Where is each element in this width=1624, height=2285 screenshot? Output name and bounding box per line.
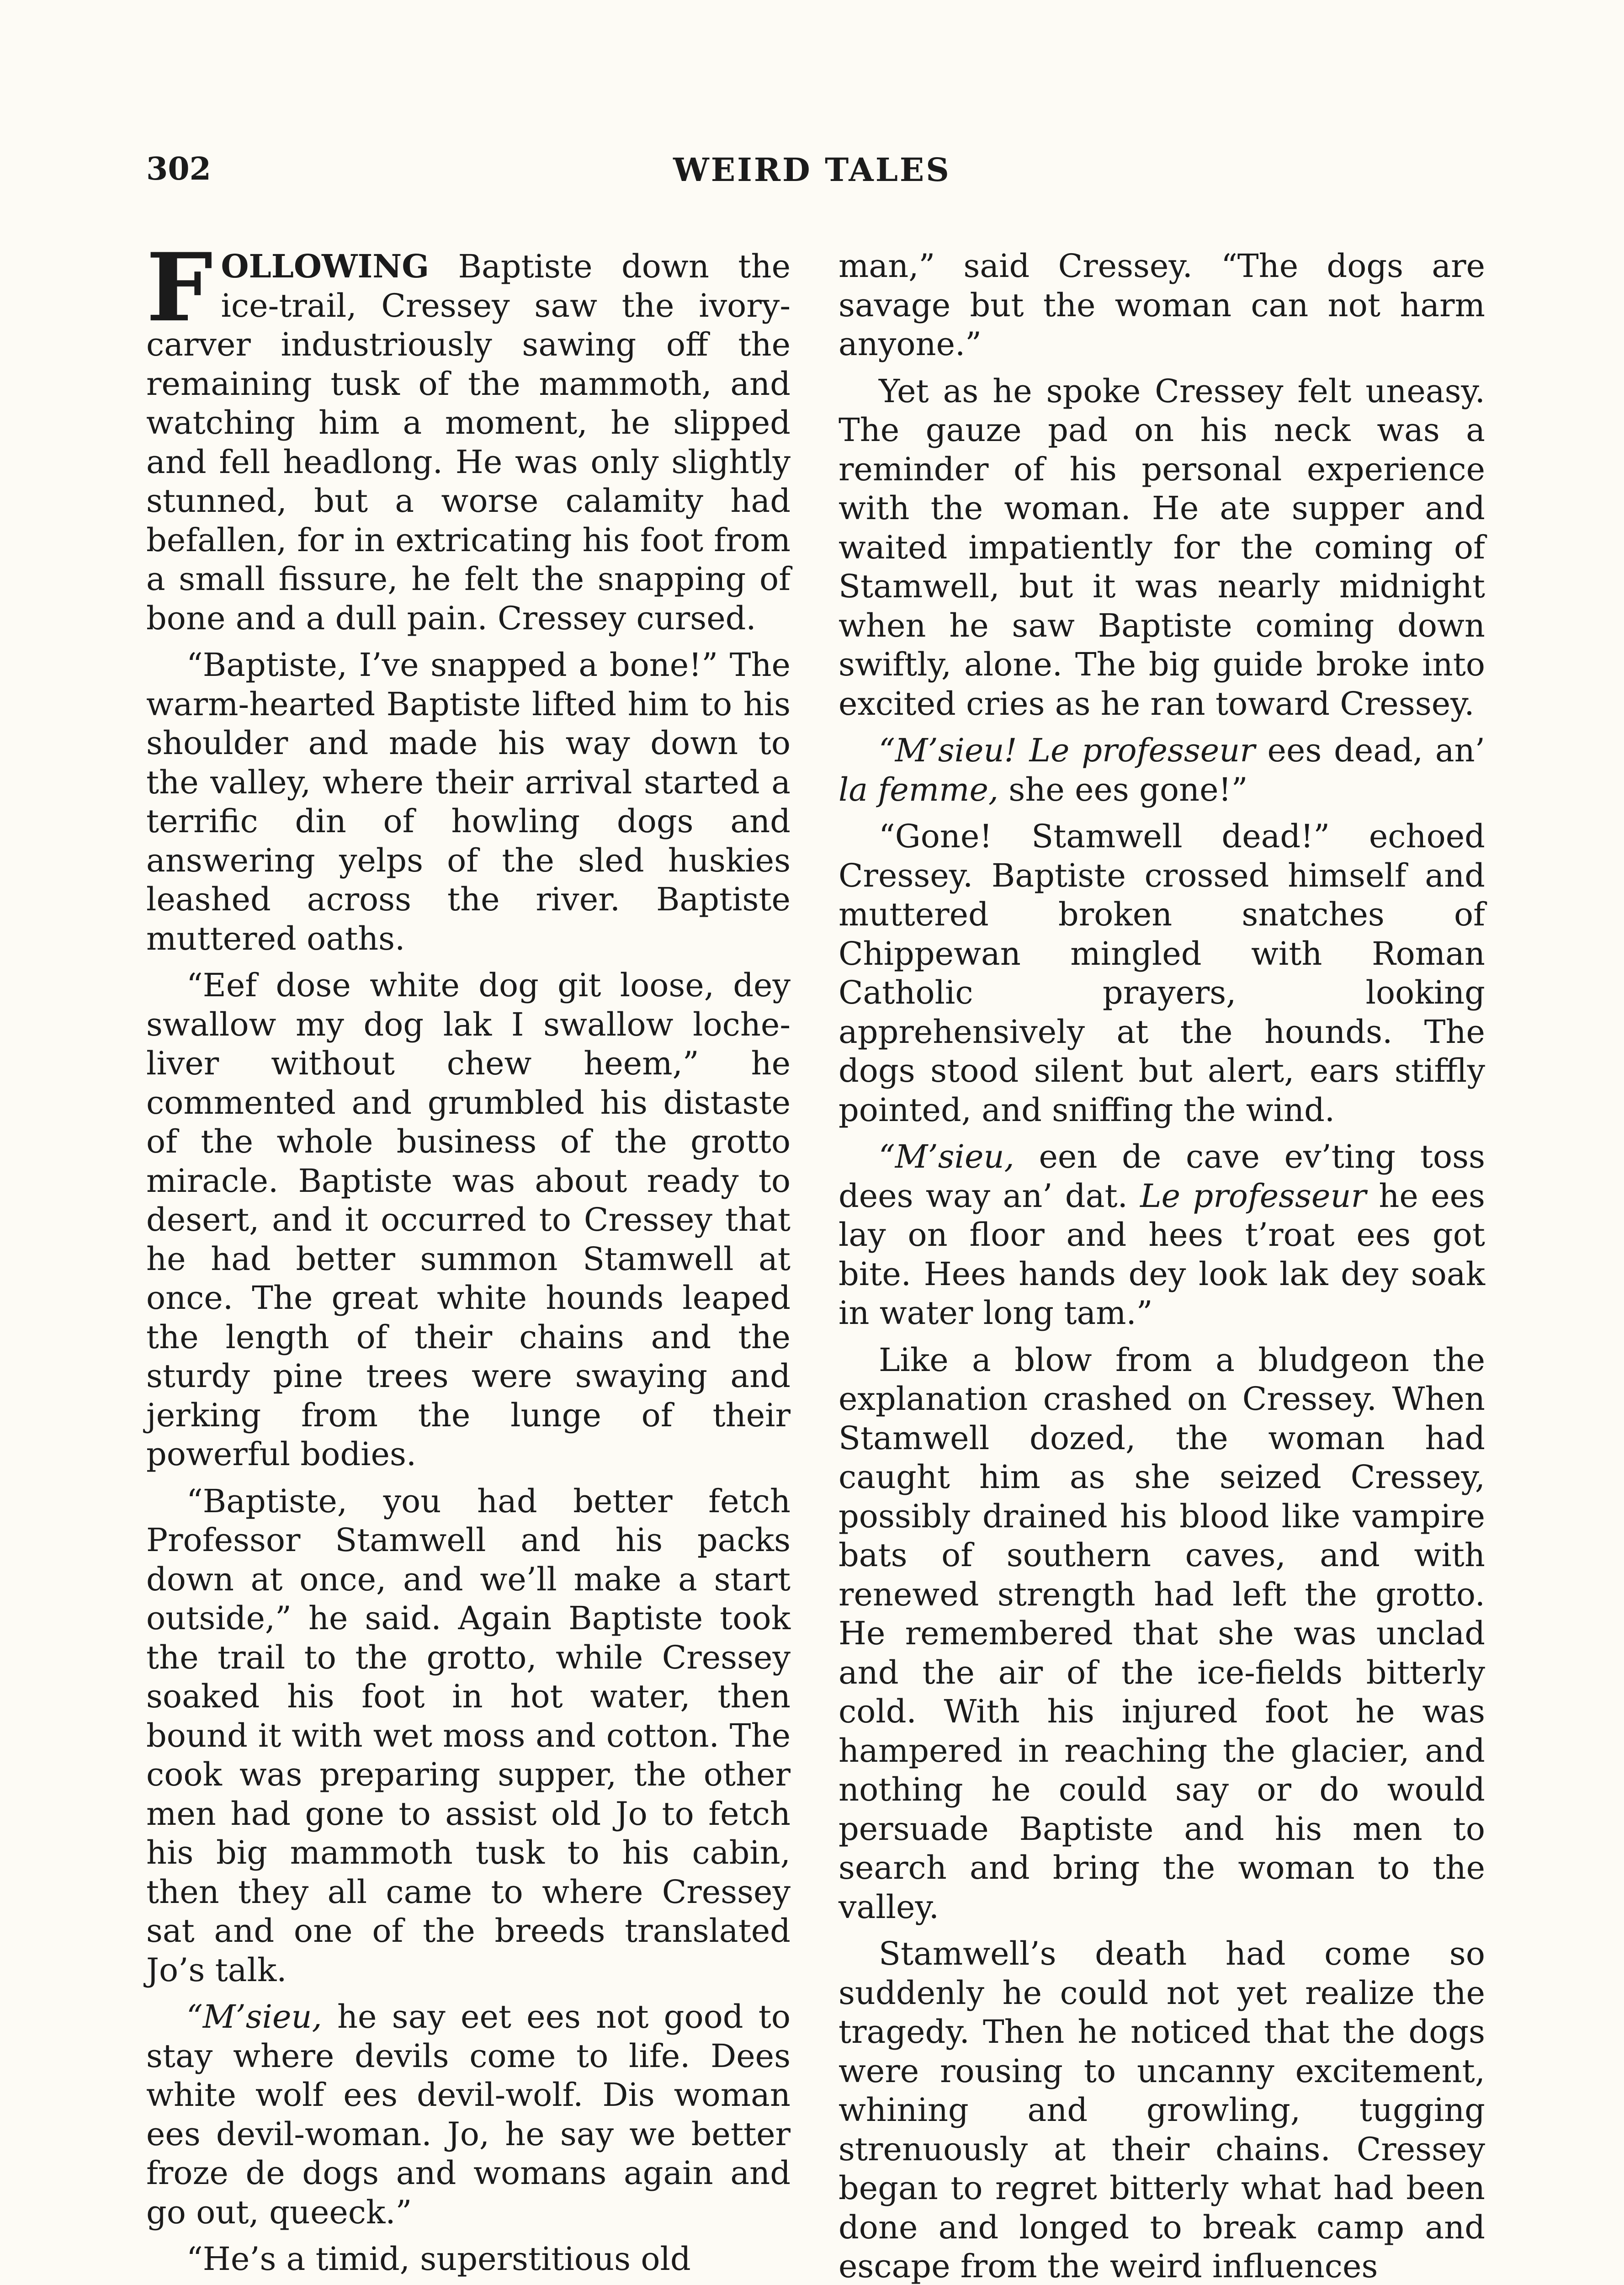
paragraph: Yet as he spoke Cressey felt uneasy. The gauze pad on his neck was a reminder of his personal experience with the woman. He ate supper and waited impatiently for the coming of Stamwell, but it was nearly midnight when he saw Baptiste coming down swiftly, alone. The big guide broke into excited cries as he ran toward Cressey. xyxy=(839,372,1485,723)
right-column xyxy=(839,247,1485,2285)
page-number: 302 xyxy=(146,151,211,187)
paragraph-text: she ees gone!” xyxy=(998,771,1248,808)
opening-smallcaps: OLLOWING xyxy=(221,247,430,285)
paragraph-text: ees dead, an’ xyxy=(1255,732,1485,769)
italic-text: “M’sieu! Le professeur xyxy=(879,732,1255,769)
italic-text: “M’sieu, xyxy=(879,1138,1014,1175)
paragraph: “He’s a timid, superstitious old xyxy=(186,2240,691,2278)
paragraph: Stamwell’s death had come so suddenly he could not yet realize the tragedy. Then he noticed that the dogs were rousing to uncanny excitement, whining and growling, tugging strenuously at their chains. Cressey began to regret bitterly what had been done and longed to break camp and escape from the weird influences xyxy=(839,1935,1485,2285)
paragraph: “Baptiste, I’ve snapped a bone!” The warm-hearted Baptiste lifted him to his shoulder and made his way down to the valley, where their arrival started a terrific din of howling dogs and answering yelps of the sled huskies leashed across the river. Baptiste muttered oaths. xyxy=(146,646,791,957)
paragraph-text: he ees lay on floor and hees t’roat ees got bite. Hees hands dey look lak dey soak in water long tam.” xyxy=(839,1177,1485,1332)
paragraph: man,” said Cressey. “The dogs are savage but the woman can not harm anyone.” xyxy=(839,247,1485,363)
paragraph-text: een de cave ev’ting toss dees way an’ dat. xyxy=(839,1138,1485,1215)
paragraph: “Eef dose white dog git loose, dey swallow my dog lak I swallow loche-liver without chew heem,” he commented and grumbled his distaste of the whole business of the grotto miracle. Baptiste was about ready to desert, and it occurred to Cressey that he had better summon Stamwell at once. The great white hounds leaped the length of their chains and the sturdy pine trees were swaying and jerking from the lunge of their powerful bodies. xyxy=(146,967,791,1473)
italic-text: la femme, xyxy=(839,771,999,808)
italic-text: “M’sieu, xyxy=(186,1998,322,2035)
page-header xyxy=(146,151,1478,197)
paragraph: Like a blow from a bludgeon the explanation crashed on Cressey. When Stamwell dozed, the woman had caught him as she seized Cressey, possibly drained his blood like vampire bats of southern caves, and with renewed strength had left the grotto. He remembered that she was unclad and the air of the ice-fields bitterly cold. With his injured foot he was hampered in reaching the glacier, and nothing he could say or do would persuade Baptiste and his men to search and bring the woman to the valley. xyxy=(839,1341,1485,1926)
italic-text: Le professeur xyxy=(1140,1177,1366,1215)
paragraph xyxy=(839,1137,1485,1333)
left-column xyxy=(146,233,791,2285)
paragraph: “Baptiste, you had better fetch Professor Stamwell and his packs down at once, and we’ll make a start outside,” he said. Again Baptiste took the trail to the grotto, while Cressey soaked his foot in hot water, then bound it with wet moss and cotton. The cook was preparing supper, the other men had gone to assist old Jo to fetch his big mammoth tusk to his cabin, then they all came to where Cressey sat and one of the breeds translated Jo’s talk. xyxy=(146,1482,791,1989)
paragraph xyxy=(839,731,1485,809)
paragraph xyxy=(146,1998,791,2232)
paragraph: “Gone! Stamwell dead!” echoed Cressey. Baptiste crossed himself and muttered broken snatches of Chippewan mingled with Roman Catholic prayers, looking apprehensively at the hounds. The dogs stood silent but alert, ears stiffly pointed, and sniffing the wind. xyxy=(839,818,1485,1129)
paragraph-text: Baptiste down the ice-trail, Cressey saw the ivory-carver industriously sawing off the remaining tusk of the mammoth, and watching him a moment, he slipped and fell headlong. He was only slightly stunned, but a worse calamity had befallen, for in extricating his foot from a small fissure, he felt the snapping of bone and a dull pain. Cressey cursed. xyxy=(146,248,791,637)
running-head: WEIRD TALES xyxy=(673,151,951,189)
paragraph xyxy=(146,233,791,638)
drop-cap: F xyxy=(146,233,213,343)
paragraph-text: he say eet ees not good to stay where devils come to life. Dees white wolf ees devil-wolf. Dis woman ees devil-woman. Jo, he say we better froze de dogs and womans again and go out, queeck.” xyxy=(146,1998,791,2231)
